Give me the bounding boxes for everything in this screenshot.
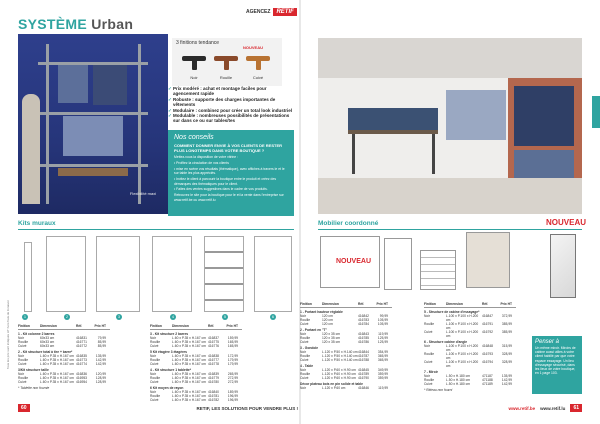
kit-number: 5 [222,314,228,320]
brand-header [246,8,297,16]
table-cell: 172,99 [227,354,238,358]
table-cell: 128,99 [95,376,106,380]
table-cell: Cuivé [150,344,159,348]
kit-number: 6 [270,314,276,320]
table-cell: Cuivé [150,398,159,402]
table-cell: 142,99 [95,362,106,366]
table-cell: Cuivé [424,360,433,364]
tips-line: Retrouvez le site pour la boutique pour le et la vente dans l'entreprise sur www.retif.be ou www.retif.lu [174,193,284,202]
table-cell: 315,99 [501,344,512,348]
table-cell: Cuivé [150,380,159,384]
table-cell: 125,99 [377,336,388,340]
table-group-title: 3 - Gondole [300,346,319,350]
table-cell: L.60 x P.35 x H.167 cm [40,362,74,366]
conseil-title: Penser à [535,339,560,345]
website-link-lu[interactable]: www.retif.lu [540,405,566,411]
footer-right [300,404,582,412]
table-header-cell: Réf. [208,324,215,328]
furniture-illustration-miroir [550,234,576,298]
table-group-title: 5 - Structure de cabine d'essayage* [424,310,480,314]
table-cell: 416835 [76,354,88,358]
table-cell: L.100 x P.100 x H.200 cm [446,344,479,352]
table-cell: 416773 [76,358,88,362]
table-cell: 416848 [482,344,494,348]
table-cell: 328,99 [501,352,512,356]
table-cell: 272,99 [227,380,238,384]
table-cell: L.120 x P.60 x H.90 cm [322,368,356,372]
furniture-illustration-gondole [420,250,456,290]
kit-number: 4 [170,314,176,320]
kit-illustration-4 [152,236,192,312]
table-cell: Noir [300,368,307,372]
table-cell: L.50 x H.180 cm [446,374,471,378]
table-group-title: 1 - Portant hauteur réglable [300,310,343,314]
feature-item: ✓ Modulaire : combinez pour créer un total look industriel [168,108,293,113]
table-cell: 125,99 [377,340,388,344]
side-note: Tous les prix sont indiqués HT hors frais de livraison [6,300,10,370]
table-cell: L.120 x P.50 x H.140 cm [322,358,358,362]
table-cell: L.100 x P.100 x H.200 cm [446,352,479,360]
finishes-title: 3 finitions tendance [176,40,220,46]
table-cell: Rouille [424,352,435,356]
table-cell: 416772 [76,344,88,348]
finish-name-rouille: Rouille [219,75,233,80]
section-kits-line [18,229,294,230]
table-cell: 416840 [208,390,220,394]
table-cell: 85,99 [97,340,106,344]
table-cell: 416776 [208,344,220,348]
table-header-cell: Finition [150,324,162,328]
tips-line: • mise en scène vos résultats (thématique), avec affiches à travers le et le sur table les plus appréciés. [174,166,285,176]
table-cell: 416846 [358,386,370,390]
table-cell: L.50 x H.180 cm [446,378,471,382]
table-group-title: 3 - Kit structure 2 barres [150,332,189,336]
table-footnote: * Tablette non fournie [18,386,50,390]
table-header-cell: Réf. [482,302,489,306]
table-cell: L.60 x P.35 x H.167 cm [172,340,206,344]
tips-line: Mettez-vous la disposition de votre vitrine : [174,155,239,159]
table-header [150,324,242,330]
table-cell: 416779 [208,376,220,380]
table-cell: Rouille [150,394,161,398]
tips-line: • Profitez la circulation de vos clients [174,160,229,165]
price-table-mobilier-a [300,302,392,390]
table-group-title: 2 - Kit structure total à tire + barre* [18,350,73,354]
table-header-cell: Dimension [446,302,463,306]
table-cell: 196,99 [227,394,238,398]
table-cell: L.60 x P.35 x H.167 cm [172,344,206,348]
table-cell: L.60 x P.35 x H.167 cm [40,380,74,384]
table-cell: 416787 [358,354,370,358]
table-group-title: 4 - Kit structure 1 tablette* [150,368,192,372]
section-mobilier-title: Mobilier coordonné [318,220,379,227]
footer-slogan: RETIF, LES SOLUTIONS POUR VENDRE PLUS ! [196,405,298,411]
table-cell: 471187 [482,374,493,378]
table-cell: Noir [150,336,157,340]
table-cell: 165,99 [227,344,238,348]
table-cell: Cuivé [18,362,27,366]
price-table-mobilier-b [424,302,516,392]
table-cell: 85,99 [97,344,106,348]
nouveau-badge-portant: NOUVEAU [336,258,372,265]
table-cell: 354,99 [377,350,388,354]
table-cell: 416790 [358,376,370,380]
table-row [424,352,516,360]
kit-illustration-5 [204,236,244,312]
table-cell: 416780 [208,380,220,384]
table-cell: 416843 [358,332,370,336]
table-cell: L.60 x P.35 x H.167 cm [172,394,206,398]
table-cell: 120,99 [95,372,106,376]
table-group-title: 1 - Kit colonne 2 barres [18,332,55,336]
table-header-cell: Réf. [358,302,365,306]
table-row [424,344,516,352]
table-cell: Rouille [150,376,161,380]
table-cell: Cuivé [424,382,433,386]
table-row [300,376,392,380]
table-cell: 416775 [208,340,220,344]
table-cell: L.60 x P.35 x H.167 cm [172,380,206,384]
table-cell: L.60 x P.35 x H.167 cm [40,358,74,362]
table-cell: 120 x 35 cm [322,336,340,340]
section-tab [592,96,600,128]
table-cell: 416954 [76,380,88,384]
finishes-nouveau-badge: NOUVEAU [243,45,264,50]
table-cell: 328,99 [501,360,512,364]
table-cell: 416794 [482,360,494,364]
table-row [300,358,392,362]
table-cell: 416838 [208,354,220,358]
table-cell: L.60 x P.35 x H.167 cm [172,390,206,394]
table-footnote: * Rideau non fourni [424,388,453,392]
table-row [424,330,516,338]
finish-swatch-cuive [244,50,272,76]
table-cell: L.60 x P.35 x H.167 cm [172,336,206,340]
table-cell: 349,99 [377,368,388,372]
table-row [150,344,242,348]
table-cell: L.60 x P.35 x H.167 cm [172,354,206,358]
table-cell: L.100 x P.100 x H.200 cm [446,322,479,330]
table-cell: 142,99 [501,378,512,382]
table-group-title: 2 - Portant en "T" [300,328,328,332]
table-row [424,322,516,330]
table-header [424,302,516,308]
table-cell: 416839 [208,372,220,376]
table-row [18,344,110,348]
table-cell: Cuivé [300,358,309,362]
table-cell: Rouille [424,378,435,382]
table-cell: 365,99 [377,354,388,358]
conseil-box [532,336,582,394]
table-cell: 471189 [482,382,493,386]
table-header-cell: Dimension [40,324,57,328]
table-cell: L.60 x P.35 x H.167 cm [172,362,206,366]
table-cell: 416784 [358,322,370,326]
table-cell: Rouille [300,336,311,340]
features-list [168,86,293,124]
table-cell: Noir [424,314,431,318]
table-cell: 416786 [358,340,370,344]
table-cell: 60x33 cm [40,336,55,340]
table-header-cell: Dimension [322,302,339,306]
table-cell: 165,99 [227,340,238,344]
table-cell: 416782 [208,398,220,402]
table-cell: L.60 x P.35 x H.167 cm [40,376,74,380]
kit-illustration-1 [24,242,32,312]
table-cell: 372,99 [501,314,512,318]
table-cell: L.120 x P.50 x H.140 cm [322,350,358,354]
table-cell: Cuivé [18,344,27,348]
table-cell: 179,99 [227,358,238,362]
table-cell: Rouille [18,376,29,380]
table-cell: 119,99 [378,332,388,336]
tips-title: Nos conseils [174,134,214,141]
table-row [18,362,110,366]
table-cell: Rouille [18,358,29,362]
table-header-cell: Dimension [172,324,189,328]
nouveau-badge-miroir: NOUVEAU [546,218,587,227]
furniture-illustration-t [384,238,412,290]
table-cell: Rouille [150,358,161,362]
table-row [300,322,392,326]
table-cell: Rouille [300,354,311,358]
kit-illustration-6 [254,236,292,312]
furniture-illustration-portant [320,236,380,288]
table-cell: Noir [150,390,157,394]
photo-caption: Flexibilité maxi [129,191,157,196]
table-cell: Noir [300,332,307,336]
table-row [150,362,242,366]
table-cell: 135,99 [95,354,106,358]
table-cell: 416831 [76,336,88,340]
table-cell: L.100 x P.100 x H.200 cm [446,360,479,368]
finish-name-noir: Noir [190,75,198,80]
finish-name-cuive: Cuivé [252,75,264,80]
table-row [424,382,516,386]
table-header [18,324,110,330]
table-cell: Cuivé [300,322,309,326]
table-cell: L.60 x P.35 x H.167 cm [172,398,206,402]
table-group-title: 6 Kit moyen de rayon [150,386,184,390]
table-cell: 189,99 [227,390,238,394]
table-cell: L.120 x P.60 x H.90 cm [322,376,356,380]
urban-wall-photo [18,34,168,214]
table-cell: Noir [300,350,307,354]
page-number-right: 61 [570,404,582,412]
table-header-cell: Finition [300,302,312,306]
tips-text [174,155,288,202]
table-row [424,314,516,322]
table-cell: L.60 x P.35 x H.167 cm [172,372,206,376]
table-cell: Noir [424,374,431,378]
table-cell: 416847 [482,314,494,318]
finish-swatch-rouille [212,50,240,76]
table-cell: 128,99 [95,380,106,384]
table-cell: Noir [150,354,157,358]
table-cell: 416845 [358,368,370,372]
table-cell: 416785 [358,336,370,340]
table-header-cell: Prix HT [226,324,238,328]
table-cell: 142,99 [95,358,106,362]
table-cell: 272,99 [227,376,238,380]
table-cell: 120 cm [322,314,333,318]
table-cell: 416836 [76,372,88,376]
table-cell: Noir [18,372,25,376]
table-cell: 159,99 [227,336,238,340]
table-header-cell: Prix HT [376,302,388,306]
table-cell: Noir [300,386,307,390]
table-cell: 60x33 cm [40,344,55,348]
tips-line: • Invitez le client à parcourir la boutique entre le produit et créez des démarques des thématiques pour le client. [174,177,277,186]
table-group-title: 6 - Structure cabine d'angle [424,340,468,344]
table-cell: 359,99 [377,376,388,380]
table-cell: 79,99 [97,336,106,340]
table-row [150,380,242,384]
table-cell: 416781 [208,394,220,398]
table-cell: 416778 [208,362,220,366]
table-header-cell: Finition [18,324,30,328]
table-group-title: 3/Kit structure taille [18,368,49,372]
table-cell: 359,99 [377,372,388,376]
website-link-be[interactable]: www.retif.be [508,405,536,411]
table-cell: 196,99 [227,398,238,402]
table-cell: 365,99 [377,358,388,362]
table-cell: 416842 [358,314,370,318]
table-cell: 385,99 [501,322,512,326]
table-cell: 105,99 [377,318,388,322]
table-cell: 119,99 [378,386,388,390]
page-title [18,16,133,32]
title-main: SYSTÈME [18,16,88,32]
table-cell: 416774 [76,362,88,366]
feature-item: ✓ Prix modéré : achat et montage faciles pour agencement rapide [168,86,293,97]
tips-box [168,130,294,216]
table-group-title: 4 - Table [300,364,314,368]
table-row [150,398,242,402]
table-group-title: Décor plateau bois en pin solide et table [300,382,364,386]
table-cell: Rouille [300,372,311,376]
table-row [18,380,110,384]
kit-number: 1 [22,314,28,320]
table-header-cell: Prix HT [500,302,512,306]
section-kits-title: Kits muraux [18,220,56,227]
tips-line: • Faites des ventes suggestives dans le cadre de vos produits. [174,187,268,192]
table-cell: 60x33 cm [40,340,55,344]
table-cell: Rouille [150,340,161,344]
table-header [300,302,392,308]
table-cell: 120 cm [322,318,333,322]
table-header-cell: Prix HT [94,324,106,328]
table-cell: Noir [18,354,25,358]
table-row [300,386,392,390]
furniture-illustration-cabine [466,232,510,288]
table-cell: 120 x 35 cm [322,332,340,336]
table-cell: L.60 x P.35 x H.167 cm [172,376,206,380]
table-cell: 416953 [76,376,88,380]
table-cell: L.120 x P.60 cm [322,386,346,390]
table-cell: 135,99 [501,374,512,378]
table-cell: Cuivé [424,330,433,334]
footer-left [18,404,298,412]
table-cell: 120 x 35 cm [322,340,340,344]
table-header-cell: Réf. [76,324,83,328]
table-cell: Noir [18,336,25,340]
price-table-kits-b [150,324,242,402]
table-header-cell: Finition [424,302,436,306]
table-cell: Cuivé [300,376,309,380]
table-cell: Noir [424,344,431,348]
kit-number: 3 [116,314,122,320]
table-cell: L.60 x P.35 x H.167 cm [40,354,74,358]
table-cell: Cuivé [300,340,309,344]
table-cell: L.100 x P.100 x H.200 cm [446,314,479,322]
table-group-title: 7 - Miroir [424,370,438,374]
table-cell: 416837 [208,336,220,340]
table-cell: 416777 [208,358,220,362]
table-cell: Rouille [18,340,29,344]
table-cell: 385,99 [501,330,512,334]
tips-question: COMMENT DONNER ENVIE À VOS CLIENTS DE RESTER PLUS LONGTEMPS DANS VOTRE BOUTIQUE ? [174,143,283,153]
table-cell: 105,99 [377,322,388,326]
table-cell: L.120 x P.50 x H.140 cm [322,354,358,358]
table-cell: Rouille [300,318,311,322]
table-cell: L.60 x P.35 x H.167 cm [172,358,206,362]
table-cell: Cuivé [18,380,27,384]
title-sub: Urban [91,16,134,32]
feature-item: ✓ Modulable : nombreuses possibilités de présentations sur dans ce ou sur tables/tes [168,113,293,124]
retif-logo: RETIF [273,8,296,16]
table-cell: 416783 [358,318,370,322]
table-cell: Rouille [424,322,435,326]
kit-number: 2 [64,314,70,320]
table-cell: Cuivé [150,362,159,366]
table-group-title: 5 Kit étagère 3 étagères [150,350,188,354]
table-cell: L.50 x H.180 cm [446,382,471,386]
table-cell: 416791 [482,322,494,326]
table-cell: Noir [300,314,307,318]
table-cell: L.60 x P.35 x H.167 cm [40,372,74,376]
finish-swatch-noir [180,50,208,76]
price-table-kits-a [18,324,110,390]
table-cell: 99,99 [379,314,388,318]
table-cell: 416793 [482,352,494,356]
table-cell: 416789 [358,372,370,376]
table-cell: L.120 x P.60 x H.90 cm [322,372,356,376]
section-mobilier-line [318,229,582,230]
table-cell: 142,99 [501,382,512,386]
table-cell: Noir [150,372,157,376]
table-cell: 416792 [482,330,494,334]
agency-label: AGENCEZ [246,9,271,15]
table-cell: 120 cm [322,322,333,326]
table-cell: 265,99 [227,372,238,376]
table-cell: 179,99 [227,362,238,366]
table-cell: 416844 [358,350,370,354]
table-row [424,360,516,368]
table-row [300,340,392,344]
table-cell: L.100 x P.100 x H.200 cm [446,330,479,338]
kit-illustration-3 [96,236,140,312]
table-cell: 416771 [76,340,88,344]
page-number-left: 60 [18,404,30,412]
conseil-text: Un même miroir. Miroirs de cabine aussi utiles à votre client habillé par que votre espace essayage. Un lieu d'essayage sécurisé, dans les lieux de votre boutique, en 1 page 103. [535,346,576,376]
feature-item: ✓ Robuste : supporte des charges importantes de vêtements [168,97,293,108]
store-interior-photo [318,38,582,214]
kit-illustration-2 [46,236,86,312]
table-cell: 416788 [358,358,370,362]
table-cell: 471188 [482,378,493,382]
